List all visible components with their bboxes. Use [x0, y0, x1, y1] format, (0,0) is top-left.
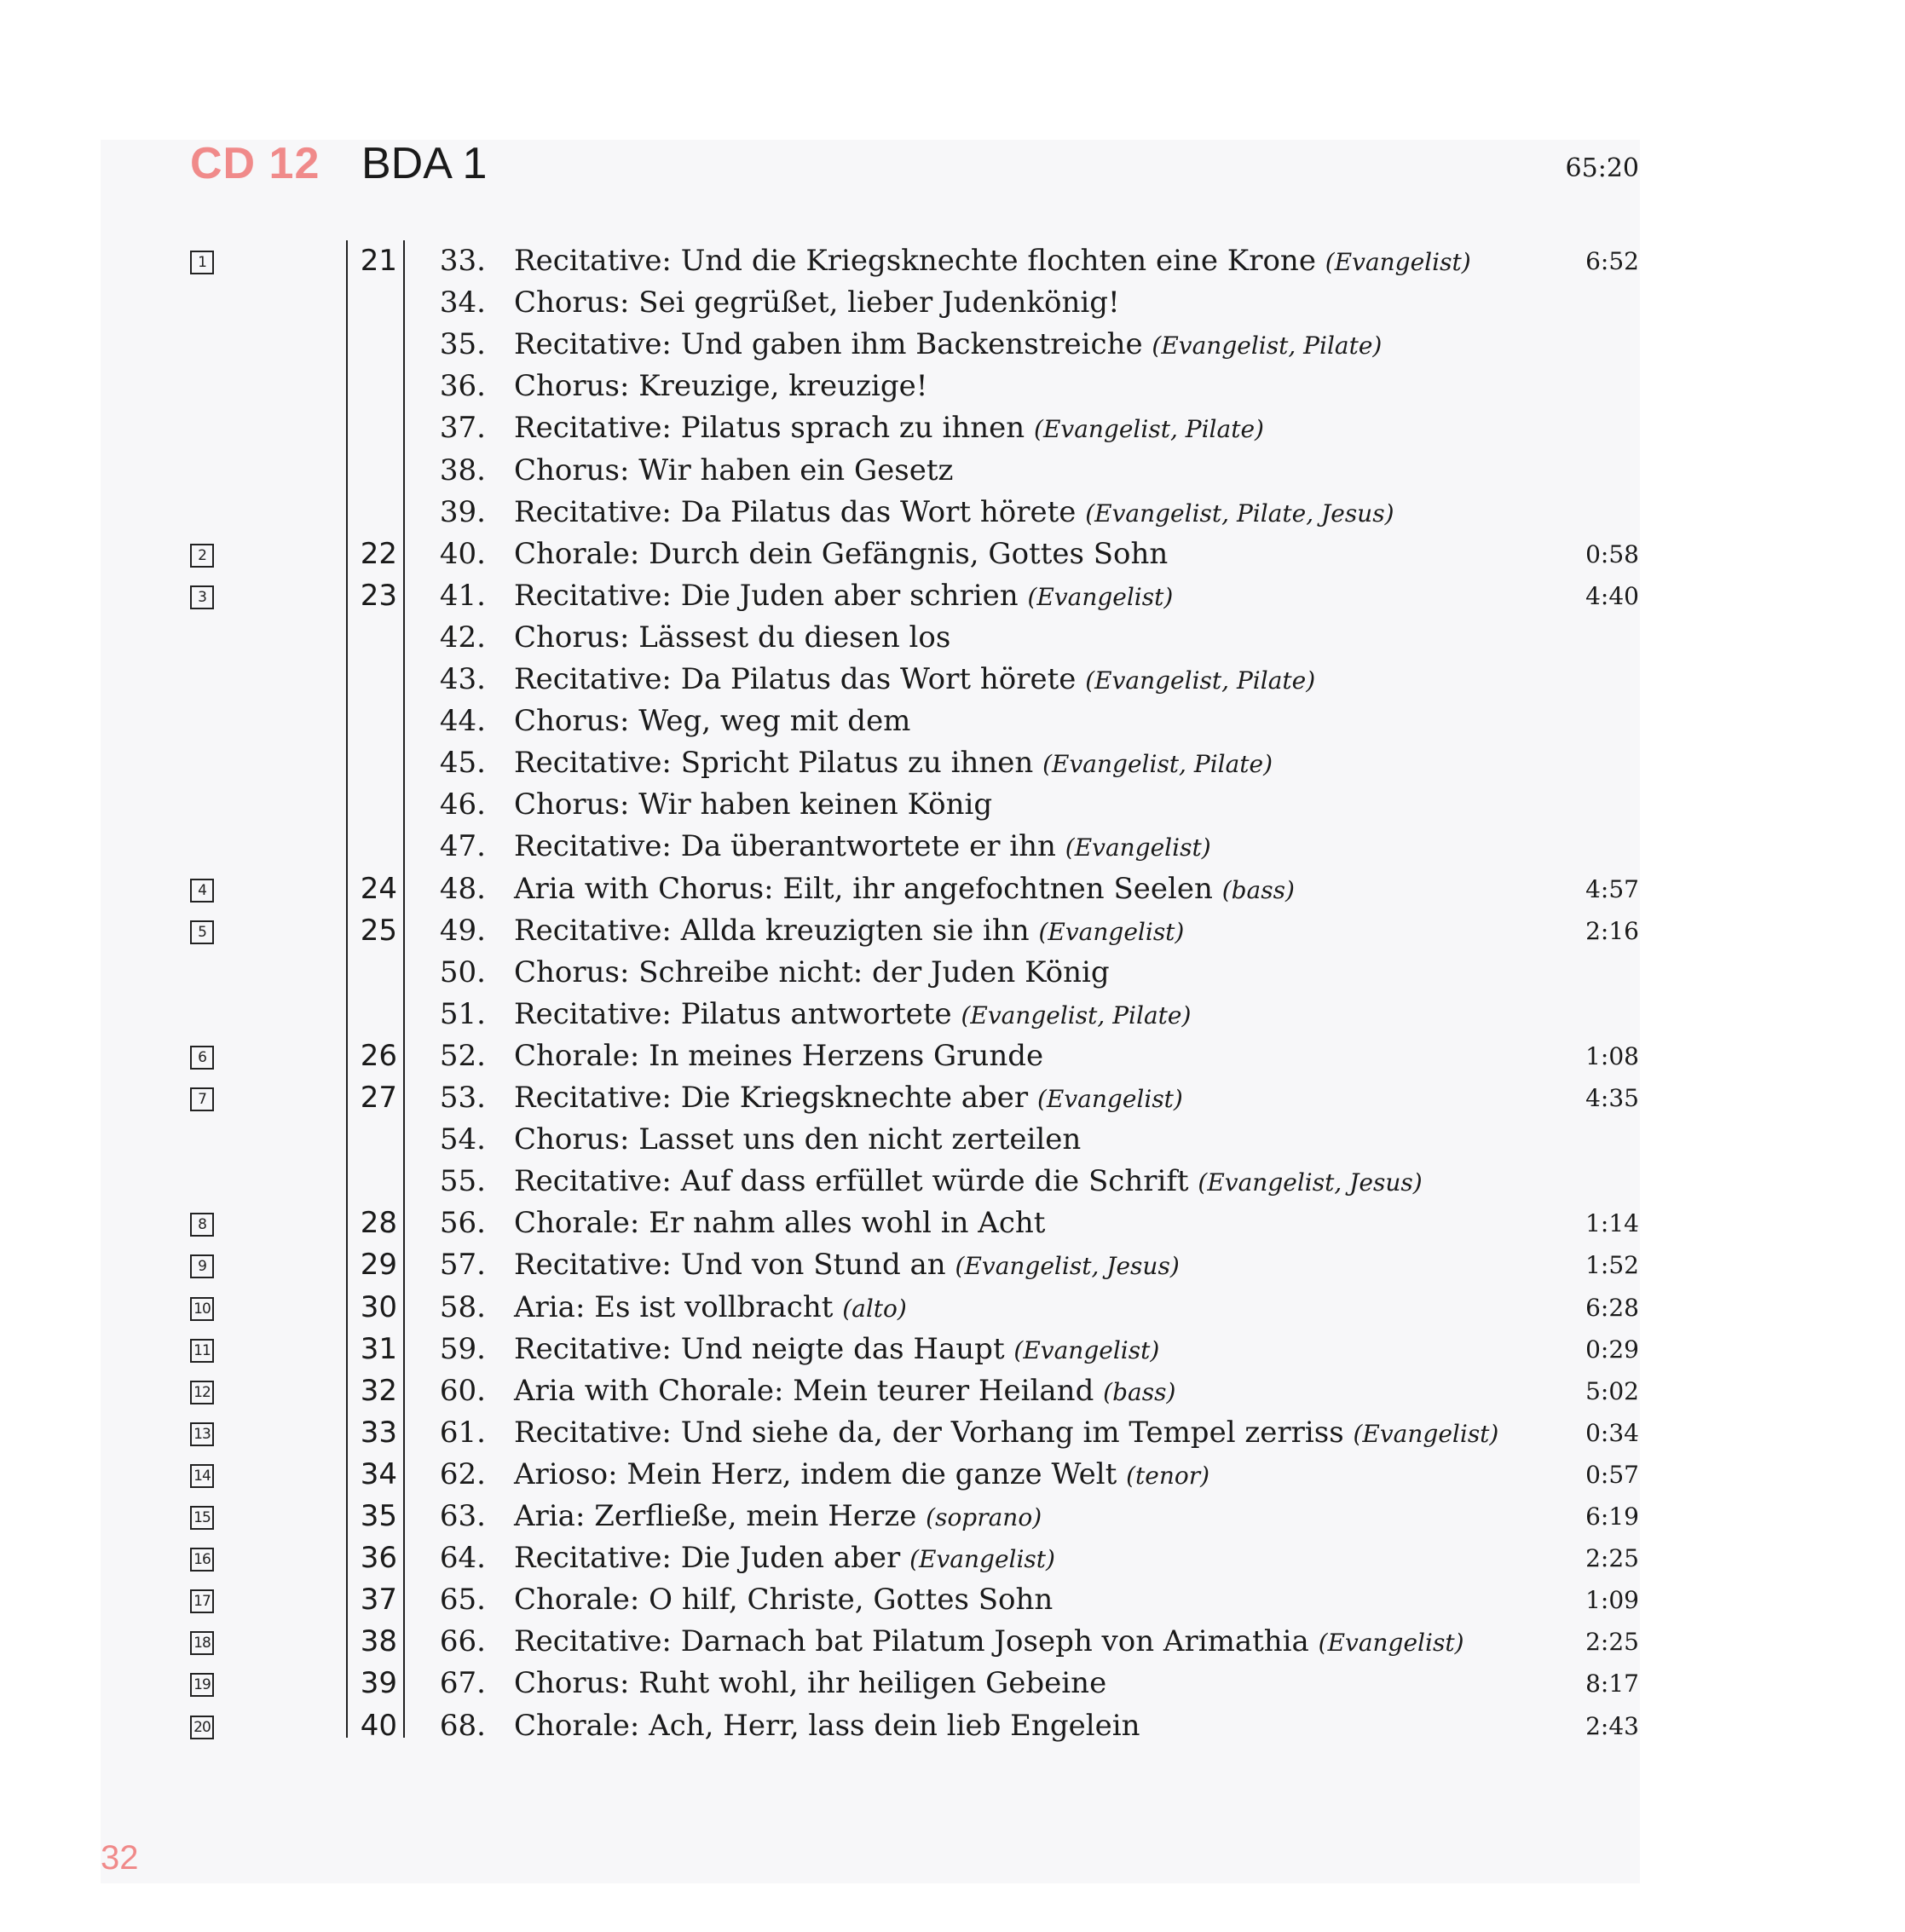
- track-row: [0, 1374, 1905, 1416]
- movement-title-text: Recitative: Die Juden aber: [514, 1541, 901, 1576]
- movement-title: [514, 787, 992, 822]
- track-duration: 2:43: [1585, 1711, 1639, 1740]
- voice-role: (Evangelist, Pilate): [1042, 750, 1273, 779]
- track-duration: 6:19: [1585, 1502, 1639, 1531]
- movement-title-text: Chorale: Durch dein Gefängnis, Gottes Sohn: [514, 536, 1169, 571]
- movement-number: 53.: [439, 1081, 486, 1115]
- movement-title: [514, 453, 953, 487]
- track-row: [0, 1248, 1905, 1289]
- movement-title-text: Recitative: Pilatus antwortete: [514, 996, 952, 1031]
- movement-title: [514, 1164, 1423, 1198]
- work-index: 40: [360, 1708, 397, 1743]
- movement-title: [514, 829, 1211, 863]
- movement-number: 63.: [439, 1499, 486, 1533]
- track-row: [0, 285, 1905, 327]
- track-row: [0, 997, 1905, 1039]
- track-number-box: 6: [190, 1046, 214, 1070]
- track-number-box: 7: [190, 1087, 214, 1111]
- track-row: [0, 1122, 1905, 1164]
- movement-title: [514, 1374, 1175, 1408]
- work-index: 28: [360, 1206, 397, 1241]
- movement-title-text: Recitative: Und siehe da, der Vorhang im Tempel zerriss: [514, 1415, 1344, 1450]
- work-index: 26: [360, 1038, 397, 1073]
- voice-role: (Evangelist, Pilate, Jesus): [1085, 499, 1394, 528]
- voice-role: (Evangelist): [1038, 917, 1185, 946]
- movement-title: [514, 495, 1394, 529]
- track-number-box: 14: [190, 1464, 214, 1488]
- movement-number: 34.: [439, 285, 486, 320]
- track-duration: 4:35: [1585, 1084, 1639, 1112]
- track-duration: 1:52: [1585, 1251, 1639, 1280]
- track-duration: 2:25: [1585, 1628, 1639, 1657]
- movement-title: [514, 662, 1315, 696]
- movement-number: 33.: [439, 244, 486, 278]
- voice-role: (alto): [842, 1294, 907, 1323]
- movement-title-text: Aria with Chorus: Eilt, ihr angefochtnen Seelen: [514, 871, 1213, 906]
- movement-title: [514, 1081, 1183, 1115]
- movement-title-text: Arioso: Mein Herz, indem die ganze Welt: [514, 1456, 1117, 1491]
- movement-title: [514, 1206, 1045, 1240]
- movement-title: [514, 1039, 1043, 1073]
- movement-title-text: Recitative: Darnach bat Pilatum Joseph von Arimathia: [514, 1624, 1309, 1659]
- track-number-box: 8: [190, 1213, 214, 1237]
- movement-title: [514, 1709, 1140, 1743]
- movement-title: [514, 914, 1184, 948]
- track-number-box: 18: [190, 1631, 214, 1655]
- track-duration: 5:02: [1585, 1376, 1639, 1405]
- disc-title: BDA 1: [361, 139, 488, 188]
- track-row: [0, 872, 1905, 914]
- voice-role: (Evangelist): [1318, 1629, 1464, 1658]
- track-number-box: 4: [190, 879, 214, 903]
- movement-number: 60.: [439, 1373, 486, 1408]
- work-index: 39: [360, 1666, 397, 1701]
- work-index: 22: [360, 536, 397, 571]
- voice-role: (tenor): [1126, 1461, 1210, 1490]
- movement-title-text: Recitative: Und die Kriegsknechte flochten eine Krone: [514, 244, 1316, 278]
- track-row: [0, 914, 1905, 955]
- work-index: 32: [360, 1373, 397, 1408]
- movement-number: 39.: [439, 494, 486, 529]
- movement-title: [514, 579, 1173, 613]
- track-row: [0, 1624, 1905, 1666]
- movement-title: [514, 1541, 1055, 1575]
- track-duration: 6:52: [1585, 247, 1639, 275]
- track-duration: 0:57: [1585, 1460, 1639, 1489]
- movement-number: 40.: [439, 536, 486, 571]
- movement-title-text: Aria: Zerfließe, mein Herze: [514, 1499, 917, 1533]
- movement-title-text: Chorus: Wir haben keinen König: [514, 787, 993, 822]
- movement-title-text: Chorus: Ruht wohl, ihr heiligen Gebeine: [514, 1666, 1107, 1701]
- movement-number: 52.: [439, 1038, 486, 1073]
- movement-title-text: Recitative: Da Pilatus das Wort hörete: [514, 494, 1077, 529]
- movement-title: [514, 1666, 1106, 1700]
- voice-role: (Evangelist): [1065, 833, 1211, 862]
- movement-number: 62.: [439, 1456, 486, 1491]
- movement-title: [514, 1122, 1081, 1156]
- movement-title: [514, 1583, 1053, 1617]
- voice-role: (Evangelist): [1353, 1419, 1499, 1448]
- track-number-box: 20: [190, 1716, 214, 1739]
- movement-title-text: Recitative: Und von Stund an: [514, 1248, 946, 1283]
- track-duration: 4:57: [1585, 874, 1639, 903]
- work-index: 27: [360, 1081, 397, 1115]
- movement-number: 41.: [439, 578, 486, 613]
- voice-role: (bass): [1103, 1377, 1176, 1406]
- movement-title: [514, 537, 1168, 571]
- voice-role: (Evangelist, Jesus): [1198, 1168, 1423, 1197]
- work-index: 30: [360, 1289, 397, 1324]
- track-row: [0, 1416, 1905, 1457]
- movement-title-text: Aria: Es ist vollbracht: [514, 1289, 834, 1324]
- track-row: [0, 495, 1905, 537]
- track-row: [0, 1039, 1905, 1081]
- movement-number: 64.: [439, 1541, 486, 1576]
- track-number-box: 19: [190, 1673, 214, 1697]
- movement-number: 44.: [439, 704, 486, 739]
- track-number-box: 17: [190, 1589, 214, 1613]
- movement-number: 45.: [439, 746, 486, 781]
- track-row: [0, 579, 1905, 620]
- work-index: 34: [360, 1456, 397, 1491]
- work-index: 29: [360, 1248, 397, 1283]
- movement-title: [514, 746, 1273, 780]
- movement-title: [514, 1290, 907, 1324]
- movement-number: 66.: [439, 1624, 486, 1659]
- movement-title-text: Chorale: In meines Herzens Grunde: [514, 1038, 1044, 1073]
- movement-title: [514, 1499, 1042, 1533]
- movement-title: [514, 1416, 1498, 1450]
- page-number: 32: [101, 1839, 139, 1877]
- movement-title: [514, 872, 1295, 906]
- movement-title: [514, 369, 927, 403]
- track-number-box: 5: [190, 920, 214, 944]
- movement-number: 49.: [439, 913, 486, 948]
- track-row: [0, 1541, 1905, 1583]
- movement-title-text: Recitative: Pilatus sprach zu ihnen: [514, 411, 1025, 446]
- track-row: [0, 1666, 1905, 1708]
- work-index: 24: [360, 871, 397, 906]
- movement-number: 43.: [439, 662, 486, 696]
- track-row: [0, 327, 1905, 369]
- movement-number: 36.: [439, 369, 486, 404]
- movement-title-text: Chorus: Kreuzige, kreuzige!: [514, 369, 928, 404]
- track-duration: 4:40: [1585, 581, 1639, 610]
- track-number-box: 12: [190, 1381, 214, 1404]
- track-row: [0, 1499, 1905, 1541]
- movement-number: 38.: [439, 453, 486, 487]
- voice-role: (Evangelist, Jesus): [955, 1252, 1180, 1281]
- voice-role: (Evangelist, Pilate): [1152, 332, 1383, 360]
- movement-number: 55.: [439, 1164, 486, 1199]
- movement-title-text: Chorus: Wir haben ein Gesetz: [514, 453, 954, 487]
- movement-title-text: Chorale: Ach, Herr, lass dein lieb Engelein: [514, 1708, 1140, 1743]
- movement-title-text: Recitative: Da überantwortete er ihn: [514, 829, 1056, 864]
- track-row: [0, 1290, 1905, 1332]
- work-index: 31: [360, 1331, 397, 1366]
- movement-title: [514, 327, 1382, 361]
- track-number-box: 11: [190, 1339, 214, 1363]
- track-duration: 1:08: [1585, 1041, 1639, 1070]
- movement-number: 37.: [439, 411, 486, 446]
- total-time: 65:20: [1565, 153, 1639, 183]
- movement-number: 58.: [439, 1289, 486, 1324]
- movement-title-text: Recitative: Die Juden aber schrien: [514, 578, 1019, 613]
- track-row: [0, 1457, 1905, 1499]
- work-index: 37: [360, 1583, 397, 1618]
- track-duration: 8:17: [1585, 1670, 1639, 1698]
- track-duration: 1:14: [1585, 1209, 1639, 1238]
- track-number-box: 2: [190, 544, 214, 568]
- movement-title-text: Chorus: Sei gegrüßet, lieber Judenkönig!: [514, 285, 1120, 320]
- movement-number: 61.: [439, 1415, 486, 1450]
- movement-title-text: Recitative: Und neigte das Haupt: [514, 1331, 1005, 1366]
- movement-number: 65.: [439, 1583, 486, 1618]
- track-row: [0, 411, 1905, 453]
- track-duration: 0:29: [1585, 1335, 1639, 1364]
- movement-number: 68.: [439, 1708, 486, 1743]
- movement-title-text: Recitative: Auf dass erfüllet würde die Schrift: [514, 1164, 1189, 1199]
- cd-label: CD 12: [190, 139, 320, 188]
- voice-role: (Evangelist): [909, 1545, 1055, 1574]
- track-number-box: 15: [190, 1506, 214, 1530]
- work-index: 36: [360, 1541, 397, 1576]
- track-number-box: 16: [190, 1548, 214, 1572]
- work-index: 23: [360, 578, 397, 613]
- track-row: [0, 829, 1905, 871]
- track-row: [0, 1332, 1905, 1374]
- movement-title-text: Aria with Chorale: Mein teurer Heiland: [514, 1373, 1094, 1408]
- movement-title: [514, 285, 1120, 320]
- track-number-box: 3: [190, 585, 214, 609]
- track-number-box: 10: [190, 1297, 214, 1321]
- movement-title: [514, 411, 1264, 445]
- voice-role: (Evangelist): [1013, 1335, 1160, 1364]
- movement-number: 48.: [439, 871, 486, 906]
- movement-title-text: Chorus: Schreibe nicht: der Juden König: [514, 954, 1110, 989]
- track-duration: 0:58: [1585, 539, 1639, 568]
- movement-title-text: Recitative: Da Pilatus das Wort hörete: [514, 662, 1077, 696]
- movement-number: 56.: [439, 1206, 486, 1241]
- track-row: [0, 1709, 1905, 1750]
- movement-number: 42.: [439, 620, 486, 655]
- track-number-box: 13: [190, 1422, 214, 1446]
- track-row: [0, 1583, 1905, 1624]
- movement-number: 54.: [439, 1122, 486, 1157]
- work-index: 21: [360, 244, 397, 278]
- movement-title: [514, 704, 910, 738]
- voice-role: (Evangelist): [1325, 248, 1471, 276]
- work-index: 25: [360, 913, 397, 948]
- track-duration: 6:28: [1585, 1293, 1639, 1322]
- voice-role: (Evangelist, Pilate): [961, 1001, 1192, 1029]
- movement-title-text: Chorale: O hilf, Christe, Gottes Sohn: [514, 1583, 1054, 1618]
- track-duration: 1:09: [1585, 1586, 1639, 1615]
- track-row: [0, 1206, 1905, 1248]
- work-index: 38: [360, 1624, 397, 1659]
- track-row: [0, 1164, 1905, 1206]
- movement-title-text: Recitative: Die Kriegsknechte aber: [514, 1081, 1029, 1115]
- movement-number: 50.: [439, 954, 486, 989]
- movement-title-text: Recitative: Allda kreuzigten sie ihn: [514, 913, 1030, 948]
- track-row: [0, 620, 1905, 662]
- movement-title-text: Recitative: Spricht Pilatus zu ihnen: [514, 746, 1034, 781]
- movement-title: [514, 1332, 1159, 1366]
- movement-title-text: Chorus: Lasset uns den nicht zerteilen: [514, 1122, 1082, 1157]
- movement-number: 51.: [439, 996, 486, 1031]
- movement-title-text: Chorale: Er nahm alles wohl in Acht: [514, 1206, 1046, 1241]
- track-number-box: 1: [190, 251, 214, 274]
- movement-title: [514, 620, 950, 655]
- movement-title: [514, 1624, 1464, 1658]
- track-row: [0, 955, 1905, 997]
- track-duration: 2:25: [1585, 1544, 1639, 1573]
- movement-title: [514, 1457, 1209, 1491]
- track-duration: 0:34: [1585, 1418, 1639, 1447]
- movement-number: 35.: [439, 327, 486, 362]
- voice-role: (soprano): [926, 1503, 1042, 1531]
- track-row: [0, 369, 1905, 411]
- track-row: [0, 704, 1905, 746]
- movement-title-text: Chorus: Weg, weg mit dem: [514, 704, 911, 739]
- movement-number: 46.: [439, 787, 486, 822]
- voice-role: (Evangelist, Pilate): [1085, 666, 1316, 695]
- movement-number: 57.: [439, 1248, 486, 1283]
- movement-title: [514, 997, 1191, 1031]
- voice-role: (Evangelist, Pilate): [1034, 415, 1264, 444]
- track-row: [0, 662, 1905, 704]
- voice-role: (Evangelist): [1037, 1085, 1183, 1113]
- track-number-box: 9: [190, 1254, 214, 1278]
- voice-role: (Evangelist): [1027, 582, 1174, 611]
- movement-title: [514, 244, 1471, 278]
- track-row: [0, 1081, 1905, 1122]
- track-row: [0, 537, 1905, 579]
- work-index: 33: [360, 1415, 397, 1450]
- work-index: 35: [360, 1499, 397, 1533]
- track-row: [0, 453, 1905, 495]
- movement-title: [514, 955, 1110, 989]
- movement-title-text: Recitative: Und gaben ihm Backenstreiche: [514, 327, 1143, 362]
- movement-number: 47.: [439, 829, 486, 864]
- track-row: [0, 787, 1905, 829]
- voice-role: (bass): [1221, 875, 1295, 904]
- track-row: [0, 244, 1905, 285]
- movement-title-text: Chorus: Lässest du diesen los: [514, 620, 951, 655]
- movement-number: 67.: [439, 1666, 486, 1701]
- movement-number: 59.: [439, 1331, 486, 1366]
- movement-title: [514, 1248, 1180, 1282]
- track-row: [0, 746, 1905, 787]
- track-duration: 2:16: [1585, 916, 1639, 945]
